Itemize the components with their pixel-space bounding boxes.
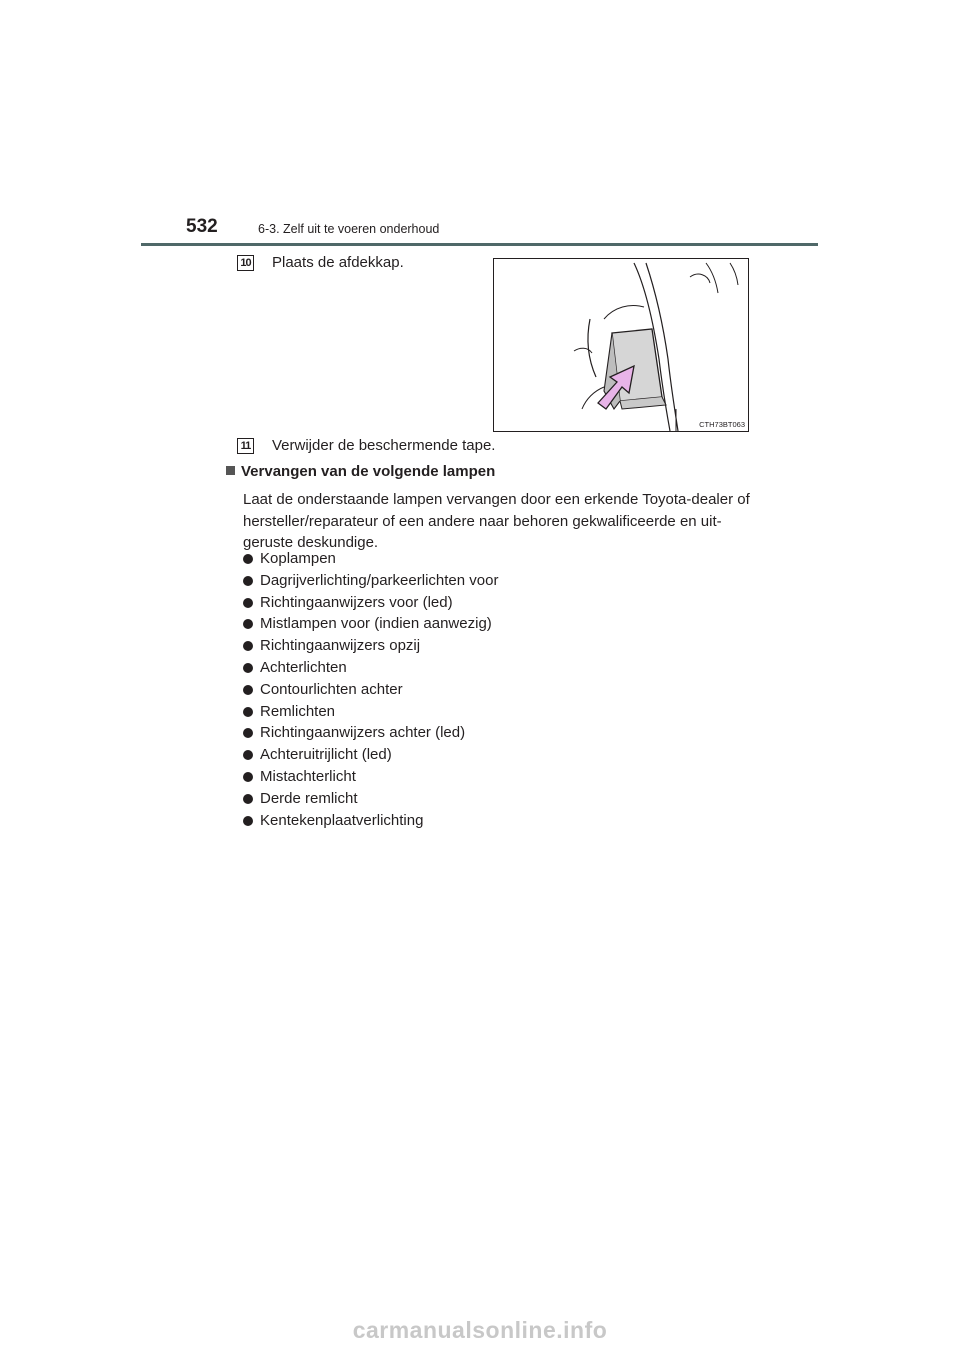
car-rear-illustration [494, 259, 748, 431]
bullet-icon [243, 554, 253, 564]
bullet-icon [243, 685, 253, 695]
step-10-badge: 10 [237, 255, 254, 271]
bullet-icon [243, 598, 253, 608]
list-item: Kentekenplaatverlichting [243, 810, 498, 832]
square-bullet-icon [226, 466, 235, 475]
section-title: 6-3. Zelf uit te voeren onderhoud [258, 222, 440, 236]
list-item: Richtingaanwijzers opzij [243, 635, 498, 657]
step-11-text: Verwijder de beschermende tape. [272, 437, 496, 454]
watermark-link[interactable]: carmanualsonline.info [352, 1317, 608, 1343]
illustration-cover-cap [493, 258, 749, 432]
list-item: Achterlichten [243, 657, 498, 679]
list-item: Dagrijverlichting/parkeerlichten voor [243, 570, 498, 592]
bullet-icon [243, 816, 253, 826]
list-item: Remlichten [243, 701, 498, 723]
page-number: 532 [186, 216, 218, 237]
bullet-icon [243, 750, 253, 760]
step-11-badge: 11 [237, 438, 254, 454]
bullet-icon [243, 707, 253, 717]
list-item: Mistlampen voor (indien aanwezig) [243, 613, 498, 635]
section-heading [226, 463, 495, 480]
header-rule [141, 243, 818, 246]
list-item: Koplampen [243, 548, 498, 570]
bullet-icon [243, 576, 253, 586]
step-10-text: Plaats de afdekkap. [272, 254, 404, 271]
section-paragraph: Laat de onderstaande lampen vervangen door een erkende Toyota-dealer of hersteller/reparateur of een andere naar behoren gekwalificeerde en uit-geruste deskundige. [243, 491, 750, 551]
list-item: Derde remlicht [243, 788, 498, 810]
bullet-icon [243, 663, 253, 673]
list-item: Richtingaanwijzers achter (led) [243, 722, 498, 744]
section-heading-text: Vervangen van de volgende lampen [241, 463, 496, 480]
list-item: Contourlichten achter [243, 679, 498, 701]
bullet-icon [243, 728, 253, 738]
bullet-icon [243, 794, 253, 804]
list-item: Richtingaanwijzers voor (led) [243, 592, 498, 614]
bullet-icon [243, 641, 253, 651]
figure-code: CTH73BT063 [699, 420, 745, 429]
bullet-icon [243, 772, 253, 782]
bullet-icon [243, 619, 253, 629]
lamp-list [243, 548, 498, 831]
list-item: Mistachterlicht [243, 766, 498, 788]
list-item: Achteruitrijlicht (led) [243, 744, 498, 766]
